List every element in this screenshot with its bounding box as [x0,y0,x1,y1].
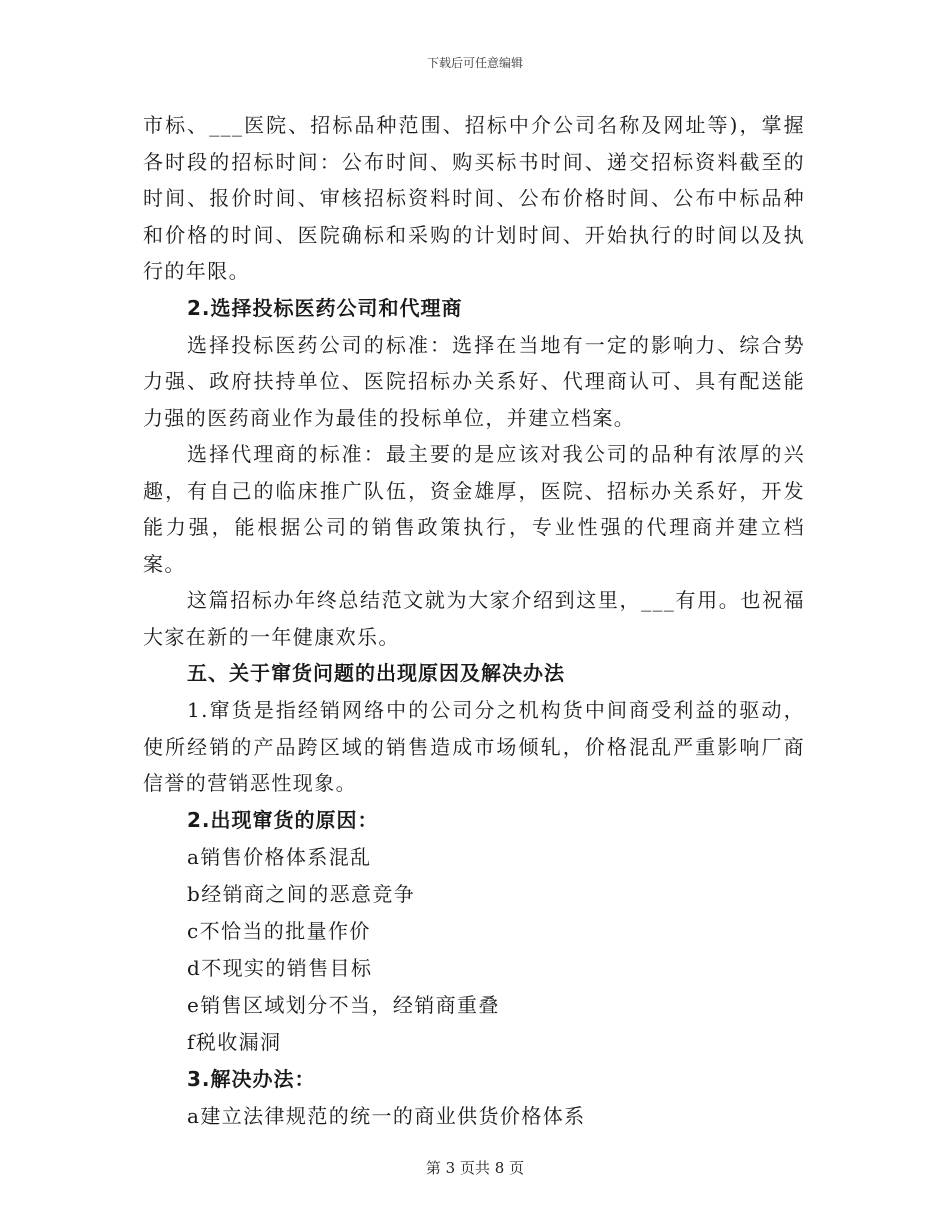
list-item-reason: e销售区域划分不当，经销商重叠 [187,992,500,1017]
page-number-footer: 第 3 页共 8 页 [425,1159,525,1177]
heading-cross-selling-section: 五、关于窜货问题的出现原因及解决办法 [187,661,565,685]
heading-solutions: 3.解决办法： [187,1066,316,1091]
list-item-reason: f税收漏洞 [187,1029,282,1054]
list-item-reason: c不恰当的批量作价 [187,918,371,943]
page-header: 下载后可任意编辑 [426,56,523,70]
heading-select-bidders: 2.选择投标医药公司和代理商 [187,295,463,320]
list-item-reason: b经销商之间的恶意竞争 [187,881,416,906]
list-item-reason: d不现实的销售目标 [187,955,373,980]
paragraph-agent-criteria: 选择代理商的标准：最主要的是应该对我公司的品种有浓厚的兴趣，有自己的临床推广队伍，资金雄厚，医院、招标办关系好，开发能力强，能根据公司的销售政策执行，专业性强的代理商并建立档案。 [143,442,805,576]
list-item-solution: a建立法律规范的统一的商业供货价格体系 [187,1103,586,1128]
paragraph-cross-selling-definition: 1.窜货是指经销网络中的公司分之机构货中间商受利益的驱动，使所经销的产品跨区域的销售造成市场倾轧，价格混乱严重影响厂商信誉的营销恶性现象。 [143,698,805,795]
heading-cross-selling-causes: 2.出现窜货的原因： [187,807,379,832]
paragraph-closing-wishes: 这篇招标办年终总结范文就为大家介绍到这里，___有用。也祝福大家在新的一年健康欢乐。 [143,588,805,649]
document-body [143,107,805,1135]
paragraph-pharma-company-criteria: 选择投标医药公司的标准：选择在当地有一定的影响力、综合势力强、政府扶持单位、医院招标办关系好、代理商认可、具有配送能力强的医药商业作为最佳的投标单位，并建立档案。 [143,332,805,430]
paragraph-bidding-schedule: 市标、___医院、招标品种范围、招标中介公司名称及网址等)，掌握各时段的招标时间：公布时间、购买标书时间、递交招标资料截至的时间、报价时间、审核招标资料时间、公布价格时间、公布中标品种和价格的时间、医院确标和采购的计划时间、开始执行的时间以及执行的年限。 [143,113,805,283]
list-item-reason: a销售价格体系混乱 [187,844,372,869]
